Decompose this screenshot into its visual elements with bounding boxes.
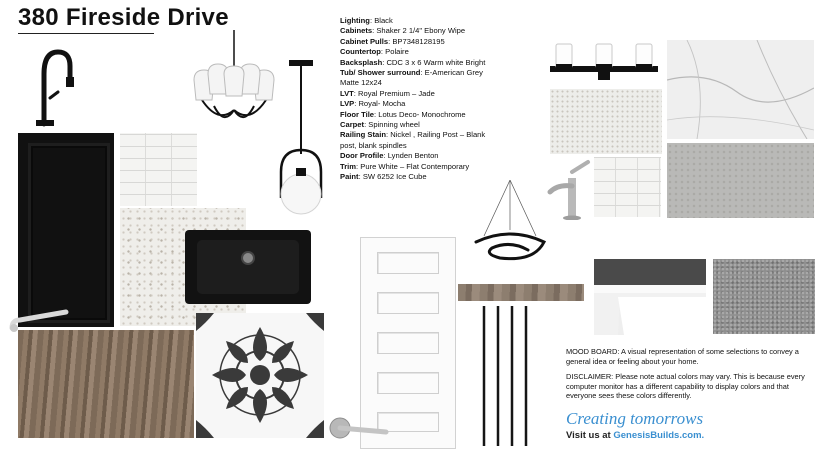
spec-separator: : <box>382 57 387 67</box>
globe-pendant-image <box>275 58 327 224</box>
spec-label: Door Profile <box>340 151 384 161</box>
spec-row <box>340 26 500 36</box>
kitchen-faucet-image <box>28 44 78 128</box>
spec-separator: : <box>354 99 359 109</box>
marble-tile-swatch <box>667 40 814 139</box>
patterned-floor-tile-swatch <box>196 313 324 438</box>
disclaimer-text: DISCLAIMER: Please note actual colors may vary. This is because every computer monitor has a different capability to display colors and that everyone sees these colors differently. <box>566 372 805 401</box>
spiral-pendant-image <box>470 180 550 268</box>
spec-label: LVT <box>340 88 354 98</box>
spec-separator: : <box>356 161 361 171</box>
spec-row <box>340 120 500 130</box>
mood-board-text: MOOD BOARD: A visual representation of some selections to convey a general idea or feeling about your home. <box>566 347 799 366</box>
website-link[interactable]: GenesisBuilds.com. <box>613 430 705 441</box>
spec-label: Cabinet Pulls <box>340 36 389 46</box>
spec-value: CDC 3 x 6 Warm white Bright <box>386 57 486 67</box>
spec-separator: : <box>420 68 425 78</box>
spec-row <box>340 47 500 57</box>
bathroom-faucet-image <box>544 158 594 220</box>
carpet-swatch <box>713 259 815 334</box>
visit-line <box>566 430 704 441</box>
spec-value: Lynden Benton <box>387 151 439 161</box>
spec-row <box>340 110 500 120</box>
spec-row <box>340 68 500 89</box>
spec-separator: : <box>369 16 375 25</box>
spec-row <box>340 16 500 26</box>
spec-label: Backsplash <box>340 57 383 67</box>
spec-label: Paint <box>340 172 359 182</box>
quartz-countertop-swatch <box>550 89 662 154</box>
slogan: Creating tomorrows <box>566 409 704 428</box>
lvp-flooring-swatch <box>18 330 194 438</box>
title-underline <box>18 33 154 34</box>
spec-value: Royal Premium – Jade <box>358 88 435 98</box>
page-title: 380 Fireside Drive <box>18 4 229 31</box>
visit-prefix: Visit us at <box>566 430 614 441</box>
spec-label: Lighting <box>340 16 370 25</box>
lvt-flooring-swatch <box>458 284 584 301</box>
spec-separator: : <box>353 88 359 98</box>
spec-value: Shaker 2 1/4" Ebony Wipe <box>376 26 466 36</box>
spec-label: Floor Tile <box>340 109 375 119</box>
mood-board-notes <box>566 347 816 407</box>
spec-label: Cabinets <box>340 26 373 36</box>
spec-label: Tub/ Shower surround <box>340 68 421 78</box>
spec-separator: : <box>372 26 377 36</box>
spec-separator: : <box>358 172 363 182</box>
spec-row <box>340 99 500 109</box>
black-sink-image <box>185 230 311 304</box>
spec-value: Polaire <box>385 47 409 57</box>
spec-separator: : <box>374 109 379 119</box>
spec-row <box>340 89 500 99</box>
grey-matte-tile-swatch <box>667 143 814 218</box>
spec-value: BP7348128195 <box>392 36 445 46</box>
spec-row <box>340 58 500 68</box>
bath-backsplash-swatch <box>594 157 661 217</box>
cabinet-door-swatch <box>18 133 114 327</box>
spec-row <box>340 151 500 161</box>
door-lever-image <box>328 412 390 446</box>
subway-tile-swatch <box>120 133 197 206</box>
spec-row <box>340 162 500 172</box>
spec-row <box>340 37 500 47</box>
spec-label: Carpet <box>340 120 365 130</box>
spec-separator: : <box>383 151 388 161</box>
spec-separator: : <box>386 130 391 140</box>
spec-value: Lotus Deco- Monochrome <box>378 109 466 119</box>
spec-list <box>340 16 500 183</box>
spec-row <box>340 130 500 151</box>
spec-label: LVP <box>340 99 355 109</box>
spec-value: Spinning wheel <box>368 120 420 130</box>
spec-value: Nickel , Railing Post – Blank post, blank spindles <box>340 130 486 150</box>
spec-value: E-American Grey Matte 12x24 <box>340 68 483 88</box>
spec-value: Black <box>374 16 393 25</box>
railing-spindles-image <box>478 304 534 448</box>
spec-label: Railing Stain <box>340 130 386 140</box>
spec-value: SW 6252 Ice Cube <box>362 172 427 182</box>
chandelier-image <box>190 30 278 136</box>
spec-separator: : <box>380 47 386 57</box>
spec-separator: : <box>364 120 369 130</box>
vanity-light-image <box>548 42 660 86</box>
spec-label: Countertop <box>340 47 381 57</box>
spec-label: Trim <box>340 161 357 171</box>
trim-profile-swatch <box>594 259 706 335</box>
spec-value: Pure White – Flat Contemporary <box>360 161 470 171</box>
spec-value: Royal- Mocha <box>358 99 406 109</box>
spec-separator: : <box>388 36 393 46</box>
